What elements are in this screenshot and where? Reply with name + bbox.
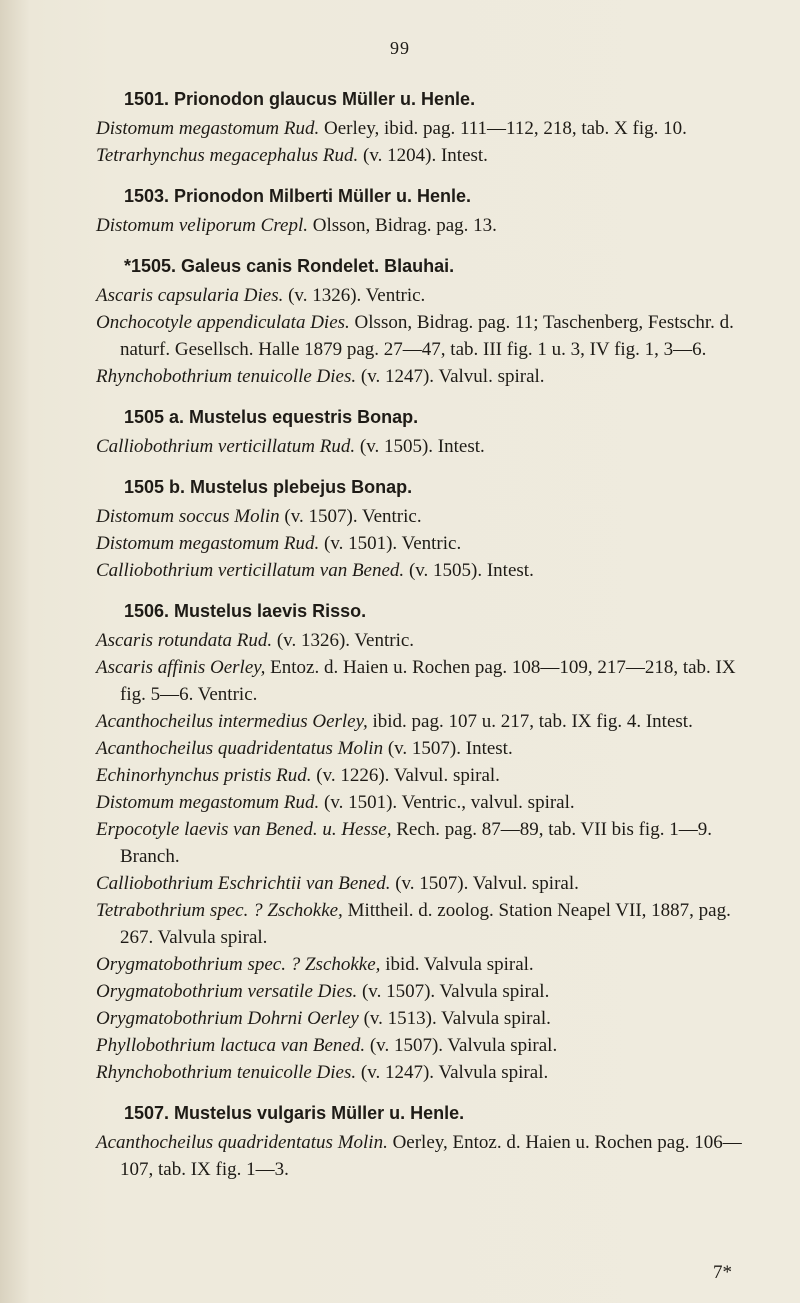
reference: (v. 1507). Intest. bbox=[383, 738, 513, 759]
host-heading: 1506. Mustelus laevis Risso. bbox=[124, 601, 367, 621]
parasite-entry bbox=[96, 762, 760, 789]
parasite-entry bbox=[96, 212, 760, 239]
parasite-entry bbox=[96, 142, 760, 169]
parasite-name: Orygmatobothrium versatile Dies. bbox=[96, 981, 358, 1002]
parasite-name: Orygmatobothrium Dohrni Oerley bbox=[96, 1008, 359, 1029]
parasite-entry bbox=[96, 951, 760, 978]
host-heading: 1503. Prionodon Milberti Müller u. Henle. bbox=[124, 186, 472, 206]
page-number: 99 bbox=[390, 38, 410, 58]
parasite-name: Acanthocheilus quadridentatus Molin bbox=[96, 738, 384, 759]
parasite-name: Tetrabothrium spec. ? Zschokke, bbox=[96, 900, 343, 921]
parasite-entry bbox=[96, 1129, 760, 1183]
host-section bbox=[96, 253, 760, 390]
host-section bbox=[96, 598, 760, 1086]
parasite-name: Distomum soccus Molin bbox=[96, 506, 280, 527]
host-section bbox=[96, 474, 760, 584]
reference: (v. 1226). Valvul. spiral. bbox=[311, 765, 500, 786]
reference: (v. 1247). Valvul. spiral. bbox=[356, 366, 545, 387]
parasite-entry bbox=[96, 870, 760, 897]
reference: (v. 1501). Ventric., valvul. spiral. bbox=[319, 792, 575, 813]
reference: Oerley, ibid. pag. 111—112, 218, tab. X fig. 10. bbox=[319, 118, 687, 139]
parasite-name: Orygmatobothrium spec. ? Zschokke, bbox=[96, 954, 381, 975]
parasite-entry bbox=[96, 735, 760, 762]
parasite-name: Rhynchobothrium tenuicolle Dies. bbox=[96, 1062, 357, 1083]
host-section bbox=[96, 86, 760, 169]
parasite-name: Ascaris rotundata Rud. bbox=[96, 630, 273, 651]
parasite-name: Distomum megastomum Rud. bbox=[96, 533, 320, 554]
reference: Entoz. d. Haien u. Rochen pag. 108—109, 217—218, tab. IX fig. 5—6. Ventric. bbox=[120, 657, 736, 705]
parasite-entry bbox=[96, 282, 760, 309]
parasite-name: Ascaris affinis Oerley, bbox=[96, 657, 266, 678]
reference: (v. 1505). Intest. bbox=[404, 560, 534, 581]
parasite-name: Acanthocheilus quadridentatus Molin. bbox=[96, 1132, 388, 1153]
parasite-name: Tetrarhynchus megacephalus Rud. bbox=[96, 145, 359, 166]
parasite-entry bbox=[96, 1059, 760, 1086]
reference: Olsson, Bidrag. pag. 11; Taschenberg, Festschr. d. naturf. Gesellsch. Halle 1879 pag. 27—47, tab. III fig. 1 u. 3, IV fig. 1, 3—6. bbox=[120, 312, 734, 360]
parasite-name: Distomum megastomum Rud. bbox=[96, 792, 320, 813]
parasite-name: Onchocotyle appendiculata Dies. bbox=[96, 312, 350, 333]
reference: (v. 1507). Ventric. bbox=[279, 506, 422, 527]
parasite-name: Calliobothrium Eschrichtii van Bened. bbox=[96, 873, 391, 894]
parasite-entry bbox=[96, 1032, 760, 1059]
host-heading: 1507. Mustelus vulgaris Müller u. Henle. bbox=[124, 1103, 465, 1123]
parasite-name: Acanthocheilus intermedius Oerley, bbox=[96, 711, 368, 732]
host-section bbox=[96, 404, 760, 460]
parasite-entry bbox=[96, 557, 760, 584]
parasite-entry bbox=[96, 433, 760, 460]
parasite-entry bbox=[96, 503, 760, 530]
host-heading: 1505 b. Mustelus plebejus Bonap. bbox=[124, 477, 413, 497]
reference: ibid. pag. 107 u. 217, tab. IX fig. 4. Intest. bbox=[367, 711, 693, 732]
reference: Mittheil. d. zoolog. Station Neapel VII, 1887, pag. 267. Valvula spiral. bbox=[120, 900, 731, 948]
parasite-entry bbox=[96, 897, 760, 951]
parasite-name: Echinorhynchus pristis Rud. bbox=[96, 765, 312, 786]
parasite-entry bbox=[96, 530, 760, 557]
host-heading: 1501. Prionodon glaucus Müller u. Henle. bbox=[124, 89, 476, 109]
reference: (v. 1501). Ventric. bbox=[319, 533, 462, 554]
reference: (v. 1507). Valvul. spiral. bbox=[390, 873, 579, 894]
reference: (v. 1247). Valvula spiral. bbox=[356, 1062, 549, 1083]
parasite-name: Distomum megastomum Rud. bbox=[96, 118, 320, 139]
parasite-entry bbox=[96, 816, 760, 870]
parasite-name: Ascaris capsularia Dies. bbox=[96, 285, 284, 306]
reference: Olsson, Bidrag. pag. 13. bbox=[307, 215, 497, 236]
parasite-entry bbox=[96, 1005, 760, 1032]
parasite-name: Calliobothrium verticillatum Rud. bbox=[96, 436, 356, 457]
parasite-entry bbox=[96, 978, 760, 1005]
reference: (v. 1204). Intest. bbox=[358, 145, 488, 166]
reference: (v. 1507). Valvula spiral. bbox=[365, 1035, 558, 1056]
reference: (v. 1513). Valvula spiral. bbox=[358, 1008, 551, 1029]
reference: ibid. Valvula spiral. bbox=[380, 954, 534, 975]
parasite-entry bbox=[96, 627, 760, 654]
page-body bbox=[96, 86, 760, 1197]
parasite-entry bbox=[96, 363, 760, 390]
host-heading: 1505 a. Mustelus equestris Bonap. bbox=[124, 407, 419, 427]
parasite-entry bbox=[96, 309, 760, 363]
parasite-entry bbox=[96, 789, 760, 816]
parasite-entry bbox=[96, 654, 760, 708]
parasite-name: Phyllobothrium lactuca van Bened. bbox=[96, 1035, 366, 1056]
parasite-entry bbox=[96, 115, 760, 142]
reference: (v. 1505). Intest. bbox=[355, 436, 485, 457]
reference: (v. 1326). Ventric. bbox=[283, 285, 426, 306]
parasite-name: Distomum veliporum Crepl. bbox=[96, 215, 308, 236]
parasite-entry bbox=[96, 708, 760, 735]
parasite-name: Erpocotyle laevis van Bened. u. Hesse, bbox=[96, 819, 392, 840]
host-section bbox=[96, 183, 760, 239]
reference: Rech. pag. 87—89, tab. VII bis fig. 1—9. Branch. bbox=[120, 819, 712, 867]
reference: Oerley, Entoz. d. Haien u. Rochen pag. 106—107, tab. IX fig. 1—3. bbox=[120, 1132, 742, 1180]
reference: (v. 1507). Valvula spiral. bbox=[357, 981, 550, 1002]
host-heading: *1505. Galeus canis Rondelet. Blauhai. bbox=[124, 256, 455, 276]
printer-signature: 7* bbox=[713, 1262, 732, 1283]
parasite-name: Rhynchobothrium tenuicolle Dies. bbox=[96, 366, 357, 387]
reference: (v. 1326). Ventric. bbox=[272, 630, 415, 651]
parasite-name: Calliobothrium verticillatum van Bened. bbox=[96, 560, 405, 581]
host-section bbox=[96, 1100, 760, 1183]
